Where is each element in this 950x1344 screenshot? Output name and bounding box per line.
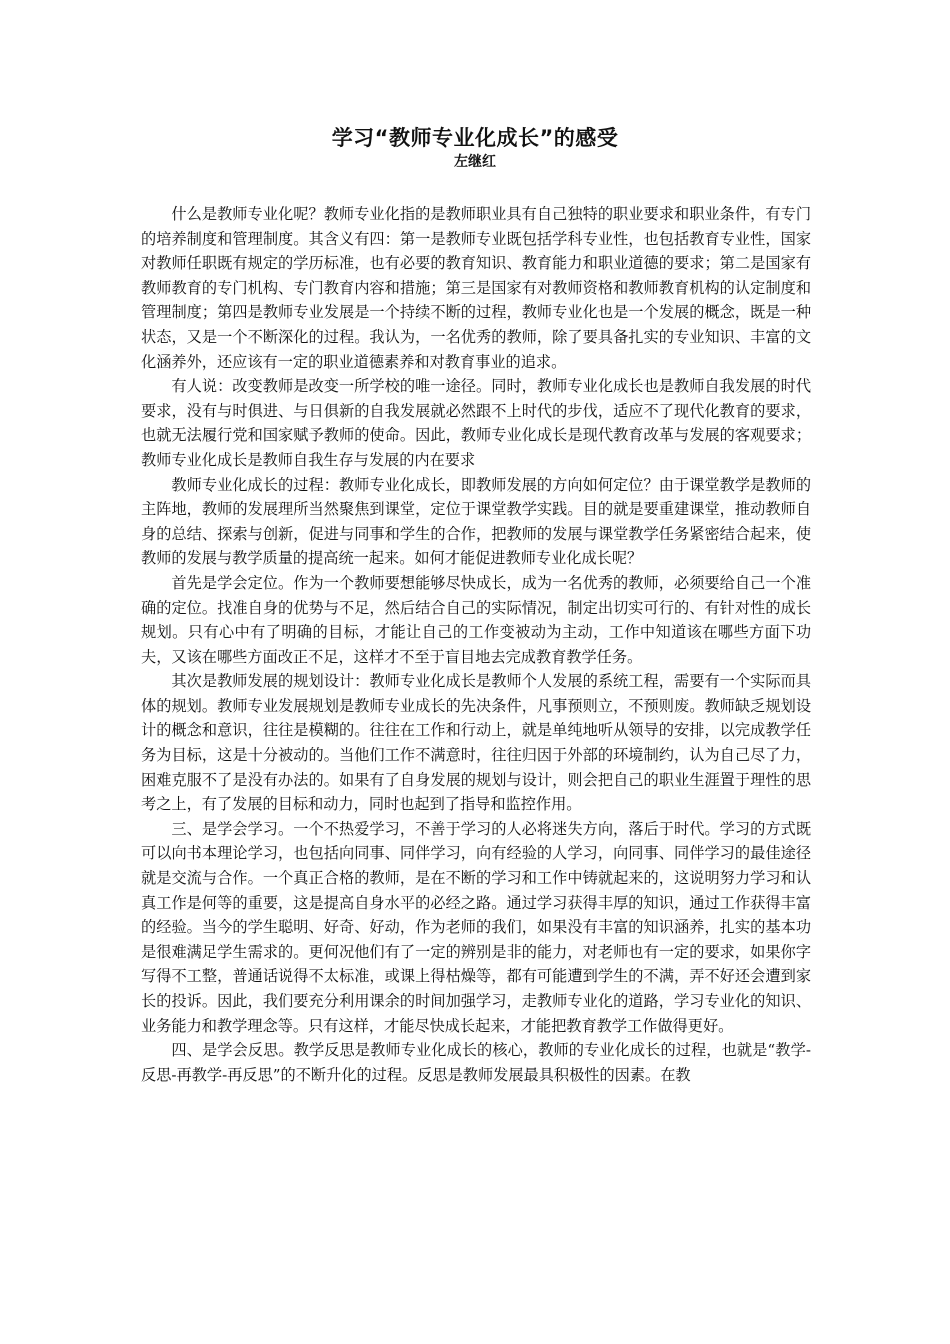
paragraph-positioning: 首先是学会定位。作为一个教师要想能够尽快成长，成为一名优秀的教师，必须要给自己一个准确的定位。找准自身的优势与不足，然后结合自己的实际情况，制定出切实可行的、有针对性的成长规划。只有心中有了明确的目标，才能让自己的工作变被动为主动，工作中知道该在哪些方面下功夫，又该在哪些方面改正不足，这样才不至于盲目地去完成教育教学任务。 — [141, 573, 811, 666]
paragraph-reflection: 四、是学会反思。教学反思是教师专业化成长的核心，教师的专业化成长的过程，也就是“教学-反思-再教学-再反思”的不断升化的过程。反思是教师发展最具积极性的因素。在教 — [141, 1041, 811, 1084]
author-name: 左继红 — [454, 154, 496, 170]
paragraph-significance: 有人说：改变教师是改变一所学校的唯一途径。同时，教师专业化成长也是教师自我发展的时代要求，没有与时俱进、与日俱新的自我发展就必然跟不上时代的步伐，适应不了现代化教育的要求，也就无法履行党和国家赋予教师的使命。因此，教师专业化成长是现代教育改革与发展的客观要求；教师专业化成长是教师自我生存与发展的内在要求 — [141, 377, 811, 469]
paragraph-learning: 三、是学会学习。一个不热爱学习，不善于学习的人必将迷失方向，落后于时代。学习的方式既可以向书本理论学习，也包括向同事、同伴学习，向有经验的人学习，向同事、同伴学习的最佳途径就是交流与合作。一个真正合格的教师，是在不断的学习和工作中铸就起来的，这说明努力学习和认真工作是何等的重要，这是提高自身水平的必经之路。通过学习获得丰厚的知识，通过工作获得丰富的经验。当今的学生聪明、好奇、好动，作为老师的我们，如果没有丰富的知识涵养，扎实的基本功是很难满足学生需求的。更何况他们有了一定的辨别是非的能力，对老师也有一定的要求，如果你字写得不工整，普通话说得不太标准，或课上得枯燥等，都有可能遭到学生的不满，弄不好还会遭到家长的投诉。因此，我们要充分利用课余的时间加强学习，走教师专业化的道路，学习专业化的知识、业务能力和教学理念等。只有这样，才能尽快成长起来，才能把教育教学工作做得更好。 — [141, 819, 811, 1035]
paragraph-definition: 什么是教师专业化呢？教师专业化指的是教师职业具有自己独特的职业要求和职业条件，有专门的培养制度和管理制度。其含义有四：第一是教师专业既包括学科专业性，也包括教育专业性，国家对教师任职既有规定的学历标准，也有必要的教育知识、教育能力和职业道德的要求；第二是国家有教师教育的专门机构、专门教育内容和措施；第三是国家有对教师资格和教师教育机构的认定制度和管理制度；第四是教师专业发展是一个持续不断的过程，教师专业化也是一个发展的概念，既是一种状态，又是一个不断深化的过程。我认为，一名优秀的教师，除了要具备扎实的专业知识、丰富的文化涵养外，还应该有一定的职业道德素养和对教育事业的追求。 — [141, 205, 811, 371]
paragraph-planning: 其次是教师发展的规划设计：教师专业化成长是教师个人发展的系统工程，需要有一个实际而具体的规划。教师专业发展规划是教师专业成长的先决条件，凡事预则立，不预则废。教师缺乏规划设计的概念和意识，往往是模糊的。往往在工作和行动上，就是单纯地听从领导的安排，以完成教学任务为目标，这是十分被动的。当他们工作不满意时，往往归因于外部的环境制约，认为自己尽了力，困难克服不了是没有办法的。如果有了自身发展的规划与设计，则会把自己的职业生涯置于理性的思考之上，有了发展的目标和动力，同时也起到了指导和监控作用。 — [141, 672, 811, 814]
page-title: 学习“教师专业化成长”的感受 — [331, 126, 619, 150]
paragraph-process: 教师专业化成长的过程：教师专业化成长，即教师发展的方向如何定位？由于课堂教学是教师的主阵地，教师的发展理所当然聚焦到课堂，定位于课堂教学实践。目的就是要重建课堂，推动教师自身的总结、探索与创新，促进与同事和学生的合作，把教师的发展与课堂教学任务紧密结合起来，使教师的发展与教学质量的提高统一起来。如何才能促进教师专业化成长呢？ — [141, 475, 811, 568]
document-body — [141, 202, 811, 1087]
